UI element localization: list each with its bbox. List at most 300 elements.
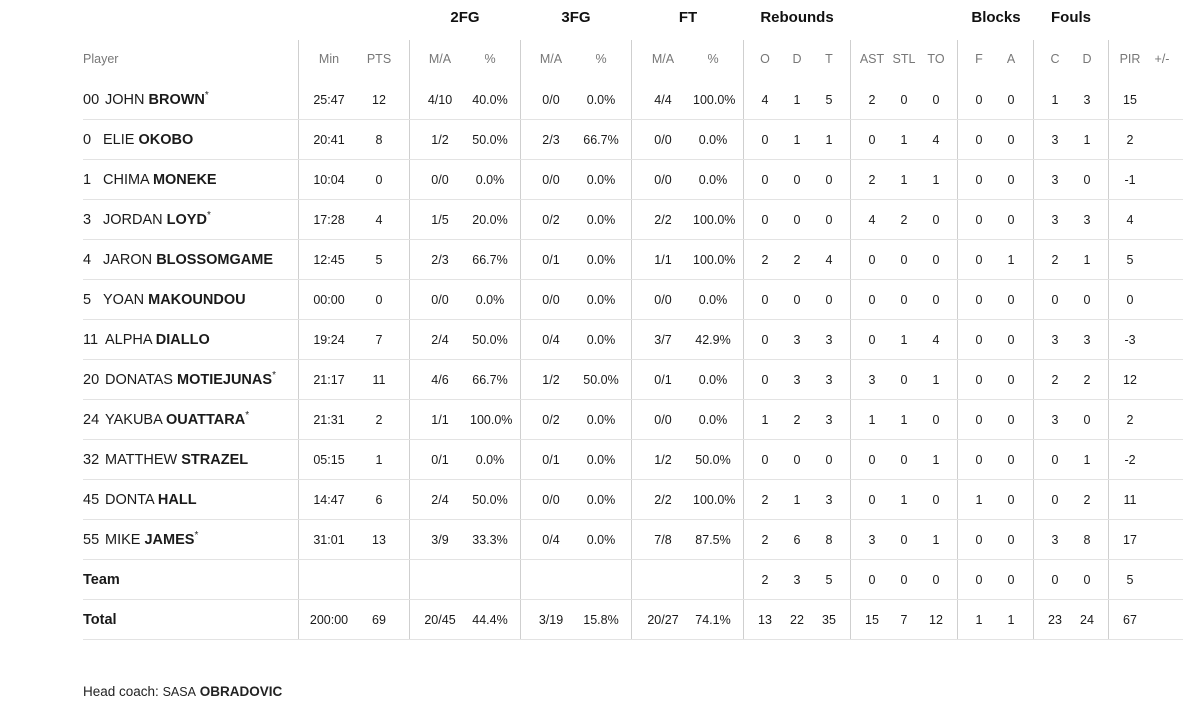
col-header-pts: PTS [366,52,392,66]
cell-plus-minus [1142,160,1182,200]
cell-pir: 4 [1126,213,1134,227]
cell-stl: 7 [900,613,908,627]
cell-pts: 2 [375,413,383,427]
cell-2fg-ma: 0/0 [431,293,449,307]
player-last-name: OKOBO [138,132,194,148]
column-header-row [83,40,1183,80]
cell-pts: 7 [375,333,383,347]
cell-3fg-ma: 0/1 [542,253,560,267]
cell-reb-t: 1 [825,133,833,147]
player-name[interactable] [83,400,249,440]
col-header-blk-f: F [975,52,983,66]
group-ft: FT [678,9,698,26]
cell-2fg-pct: 50.0% [472,133,508,147]
cell-pts: 11 [372,373,386,387]
player-last-name: DIALLO [155,332,210,348]
cell-blk-a: 0 [1007,413,1015,427]
cell-blk-f: 0 [975,213,983,227]
cell-ast: 15 [865,613,879,627]
cell-3fg-pct: 0.0% [586,533,616,547]
cell-blk-a: 0 [1007,373,1015,387]
cell-ft-ma: 4/4 [654,93,672,107]
cell-ft-pct: 0.0% [698,413,728,427]
group-2fg: 2FG [450,9,480,26]
cell-ft-pct: 0.0% [698,373,728,387]
cell-min: 17:28 [313,213,345,227]
cell-stl: 1 [900,133,908,147]
table-row[interactable] [83,200,1183,240]
cell-stl: 1 [900,493,908,507]
cell-pir: 11 [1123,493,1137,507]
cell-ft-ma: 1/2 [654,453,672,467]
cell-2fg-ma [420,560,460,600]
cell-ft-pct: 50.0% [695,453,731,467]
player-number: 45 [83,492,100,508]
player-number: 0 [83,132,92,148]
cell-reb-o: 2 [761,253,769,267]
col-header-reb-t: T [825,52,833,66]
cell-foul-c: 23 [1048,613,1062,627]
cell-reb-t: 8 [825,533,833,547]
cell-2fg-pct: 40.0% [472,93,508,107]
cell-ft-pct: 42.9% [695,333,731,347]
col-header-min: Min [318,52,340,66]
cell-2fg-pct: 33.3% [472,533,508,547]
cell-ft-ma: 2/2 [654,213,672,227]
table-row[interactable] [83,360,1183,400]
cell-stl: 0 [900,573,908,587]
cell-stl: 0 [900,253,908,267]
cell-3fg-ma: 0/0 [542,493,560,507]
cell-foul-d: 1 [1083,133,1091,147]
cell-blk-f: 0 [975,413,983,427]
player-name[interactable] [83,120,193,160]
cell-reb-o: 2 [761,533,769,547]
cell-reb-d: 0 [793,293,801,307]
cell-ast: 0 [868,253,876,267]
cell-2fg-ma: 2/4 [431,333,449,347]
cell-2fg-ma: 1/2 [431,133,449,147]
cell-3fg-ma: 0/4 [542,333,560,347]
cell-2fg-pct: 100.0% [470,413,513,427]
player-first-name: JOHN [105,92,145,108]
total-row [83,600,1183,640]
cell-plus-minus [1142,560,1182,600]
cell-to: 4 [932,333,940,347]
cell-plus-minus [1142,120,1182,160]
cell-reb-d: 0 [793,213,801,227]
player-number: 55 [83,532,100,548]
cell-ft-ma: 20/27 [647,613,679,627]
player-name[interactable] [83,320,210,360]
cell-pts: 5 [375,253,383,267]
cell-plus-minus [1142,280,1182,320]
player-name[interactable] [83,440,248,480]
cell-reb-o: 2 [761,493,769,507]
cell-foul-d: 8 [1083,533,1091,547]
cell-reb-t: 0 [825,213,833,227]
cell-2fg-ma: 0/0 [431,173,449,187]
cell-3fg-pct: 0.0% [586,493,616,507]
cell-3fg-ma: 0/2 [542,213,560,227]
cell-reb-d: 3 [793,573,801,587]
cell-min: 14:47 [313,493,345,507]
cell-ft-ma: 0/0 [654,293,672,307]
cell-min: 00:00 [313,293,345,307]
cell-reb-d: 3 [793,333,801,347]
cell-to: 0 [932,413,940,427]
group-blocks: Blocks [971,9,1021,26]
cell-3fg-ma: 0/0 [542,293,560,307]
player-number: 32 [83,452,100,468]
cell-reb-t: 3 [825,413,833,427]
cell-pts: 8 [375,133,383,147]
cell-pts: 6 [375,493,383,507]
player-first-name: DONTA [105,492,154,508]
cell-foul-c: 3 [1051,333,1059,347]
table-row[interactable] [83,440,1183,480]
cell-foul-d: 1 [1083,453,1091,467]
cell-min: 25:47 [313,93,345,107]
player-last-name: HALL [157,492,197,508]
cell-ft-pct: 100.0% [693,213,736,227]
cell-min: 10:04 [313,173,345,187]
cell-reb-o: 0 [761,333,769,347]
cell-3fg-ma: 2/3 [542,133,560,147]
cell-2fg-ma: 1/1 [431,413,449,427]
cell-2fg-ma: 0/1 [431,453,449,467]
starter-marker: * [194,530,199,542]
cell-foul-c: 0 [1051,453,1059,467]
col-header-foul-c: C [1050,52,1060,66]
cell-ft-pct: 100.0% [693,93,736,107]
cell-ast: 0 [868,573,876,587]
cell-3fg-pct: 50.0% [583,373,619,387]
table-row[interactable] [83,520,1183,560]
cell-blk-a: 0 [1007,293,1015,307]
cell-2fg-pct: 50.0% [472,493,508,507]
starter-marker: * [204,90,209,102]
player-first-name: JARON [103,252,153,268]
player-last-name: STRAZEL [181,452,249,468]
cell-reb-o: 0 [761,213,769,227]
cell-stl: 1 [900,333,908,347]
cell-pir: 5 [1126,253,1134,267]
cell-2fg-ma: 4/6 [431,373,449,387]
cell-blk-f: 1 [975,613,983,627]
cell-blk-f: 0 [975,133,983,147]
cell-pts: 69 [372,613,386,627]
player-name[interactable] [83,160,217,200]
cell-blk-a: 0 [1007,493,1015,507]
cell-blk-a: 0 [1007,453,1015,467]
total-label: Total [83,612,117,628]
cell-ft-pct: 87.5% [695,533,731,547]
cell-ast: 3 [868,533,876,547]
cell-ft-pct: 74.1% [695,613,731,627]
cell-3fg-ma: 0/0 [542,173,560,187]
cell-ast: 3 [868,373,876,387]
group-fouls: Fouls [1051,9,1091,26]
player-name[interactable] [83,240,273,280]
cell-to: 0 [932,293,940,307]
cell-foul-d: 0 [1083,413,1091,427]
col-header-ast: AST [859,52,885,66]
cell-blk-f: 0 [975,453,983,467]
cell-foul-d: 2 [1083,373,1091,387]
cell-blk-a: 1 [1007,253,1015,267]
cell-to: 1 [932,453,940,467]
cell-ast: 0 [868,293,876,307]
cell-ft-pct: 0.0% [698,133,728,147]
cell-foul-d: 24 [1080,613,1094,627]
cell-min: 200:00 [309,613,349,627]
cell-ast: 0 [868,333,876,347]
cell-min: 19:24 [313,333,345,347]
table-row[interactable] [83,480,1183,520]
head-coach-first-name: SASA [162,685,196,699]
player-name[interactable] [83,360,276,400]
cell-blk-f: 0 [975,173,983,187]
cell-3fg-pct [581,560,621,600]
table-row[interactable] [83,320,1183,360]
cell-plus-minus [1142,200,1182,240]
cell-min: 05:15 [313,453,345,467]
cell-2fg-ma: 2/3 [431,253,449,267]
table-row[interactable] [83,400,1183,440]
cell-pts: 0 [375,173,383,187]
cell-reb-o: 0 [761,373,769,387]
cell-stl: 0 [900,293,908,307]
col-header-ft-pct: % [707,52,719,66]
cell-foul-d: 0 [1083,293,1091,307]
col-header-foul-d: D [1082,52,1092,66]
cell-reb-t: 0 [825,453,833,467]
cell-3fg-pct: 0.0% [586,253,616,267]
cell-pts: 13 [372,533,386,547]
cell-reb-d: 22 [790,613,804,627]
cell-blk-a: 0 [1007,573,1015,587]
head-coach-last-name: OBRADOVIC [199,684,283,699]
cell-pir: -2 [1124,453,1136,467]
cell-foul-d: 3 [1083,213,1091,227]
player-last-name: MAKOUNDOU [148,292,246,308]
cell-2fg-ma: 4/10 [427,93,453,107]
cell-foul-c: 0 [1051,573,1059,587]
cell-blk-a: 0 [1007,93,1015,107]
player-first-name: JORDAN [103,212,163,228]
cell-2fg-pct: 66.7% [472,253,508,267]
cell-ft-ma: 0/0 [654,413,672,427]
col-header-plus-minus: +/- [1154,52,1170,66]
cell-reb-t: 0 [825,293,833,307]
cell-reb-o: 0 [761,133,769,147]
cell-blk-a: 0 [1007,133,1015,147]
cell-2fg-ma: 20/45 [424,613,456,627]
cell-reb-d: 2 [793,253,801,267]
cell-blk-f: 0 [975,333,983,347]
cell-pir: 15 [1123,93,1137,107]
cell-2fg-pct: 0.0% [475,453,505,467]
cell-blk-a: 0 [1007,173,1015,187]
team-label: Team [83,572,120,588]
cell-reb-t: 0 [825,173,833,187]
cell-2fg-pct: 44.4% [472,613,508,627]
player-first-name: MATTHEW [105,452,178,468]
cell-to: 0 [932,493,940,507]
cell-to: 12 [929,613,943,627]
table-row[interactable] [83,80,1183,120]
player-last-name: LOYD [166,212,207,228]
cell-min: 31:01 [313,533,345,547]
cell-3fg-ma: 0/4 [542,533,560,547]
cell-3fg-pct: 0.0% [586,413,616,427]
player-last-name: BROWN [148,92,205,108]
player-first-name: YAKUBA [105,412,162,428]
cell-ft-ma [643,560,683,600]
cell-blk-f: 1 [975,493,983,507]
group-3fg: 3FG [561,9,591,26]
col-header-reb-o: O [760,52,770,66]
starter-marker: * [245,410,250,422]
cell-to: 4 [932,133,940,147]
cell-ft-ma: 0/1 [654,373,672,387]
table-row[interactable] [83,120,1183,160]
cell-reb-d: 0 [793,453,801,467]
player-first-name: ELIE [103,132,135,148]
cell-reb-o: 1 [761,413,769,427]
group-rebounds: Rebounds [760,9,834,26]
player-number: 11 [83,332,99,348]
player-name[interactable] [83,480,197,520]
player-number: 3 [83,212,92,228]
player-first-name: DONATAS [105,372,173,388]
table-row[interactable] [83,280,1183,320]
cell-stl: 0 [900,93,908,107]
col-header-2fg-ma: M/A [428,52,452,66]
player-number: 00 [83,92,100,108]
cell-blk-a: 0 [1007,533,1015,547]
cell-3fg-ma: 0/0 [542,93,560,107]
cell-3fg-pct: 0.0% [586,213,616,227]
cell-3fg-ma: 0/1 [542,453,560,467]
cell-foul-c: 0 [1051,493,1059,507]
player-name[interactable] [83,80,209,120]
cell-pts: 4 [375,213,383,227]
cell-reb-d: 1 [793,493,801,507]
player-number: 20 [83,372,100,388]
cell-plus-minus [1142,600,1182,640]
cell-reb-d: 0 [793,173,801,187]
cell-2fg-pct: 0.0% [475,293,505,307]
cell-reb-o: 4 [761,93,769,107]
cell-foul-c: 3 [1051,213,1059,227]
player-name[interactable] [83,200,211,240]
cell-2fg-pct: 66.7% [472,373,508,387]
cell-reb-o: 13 [758,613,772,627]
player-number: 4 [83,252,92,268]
table-row[interactable] [83,160,1183,200]
cell-plus-minus [1142,360,1182,400]
cell-to: 0 [932,213,940,227]
player-first-name: MIKE [105,532,141,548]
player-name[interactable] [83,520,198,560]
cell-reb-d: 1 [793,93,801,107]
cell-2fg-ma: 1/5 [431,213,449,227]
player-number: 1 [83,172,92,188]
cell-blk-f: 0 [975,93,983,107]
cell-pir: 12 [1123,373,1137,387]
cell-to: 0 [932,253,940,267]
cell-reb-t: 3 [825,493,833,507]
cell-pts: 0 [375,293,383,307]
col-header-stl: STL [892,52,916,66]
cell-blk-a: 1 [1007,613,1015,627]
table-row[interactable] [83,240,1183,280]
col-header-3fg-ma: M/A [539,52,563,66]
cell-foul-d: 1 [1083,253,1091,267]
cell-blk-f: 0 [975,533,983,547]
cell-plus-minus [1142,400,1182,440]
cell-2fg-ma: 3/9 [431,533,449,547]
cell-reb-o: 0 [761,293,769,307]
cell-2fg-ma: 2/4 [431,493,449,507]
cell-3fg-pct: 66.7% [583,133,619,147]
cell-ft-pct: 0.0% [698,293,728,307]
cell-3fg-pct: 0.0% [586,333,616,347]
cell-foul-c: 3 [1051,413,1059,427]
player-last-name: MONEKE [152,172,217,188]
cell-blk-f: 0 [975,573,983,587]
cell-reb-o: 2 [761,573,769,587]
cell-to: 1 [932,173,940,187]
cell-ft-ma: 7/8 [654,533,672,547]
cell-ft-pct: 100.0% [693,253,736,267]
cell-reb-o: 0 [761,453,769,467]
cell-plus-minus [1142,240,1182,280]
cell-pir: 2 [1126,413,1134,427]
cell-2fg-pct [470,560,510,600]
cell-ft-pct [693,560,733,600]
cell-min: 20:41 [313,133,345,147]
cell-min: 12:45 [313,253,345,267]
cell-pir: 0 [1126,293,1134,307]
cell-reb-t: 3 [825,373,833,387]
player-name[interactable] [83,280,246,320]
cell-plus-minus [1142,520,1182,560]
cell-foul-c: 2 [1051,373,1059,387]
cell-stl: 2 [900,213,908,227]
cell-reb-t: 3 [825,333,833,347]
cell-pts: 12 [372,93,386,107]
cell-3fg-pct: 0.0% [586,453,616,467]
cell-reb-t: 5 [825,573,833,587]
cell-reb-t: 5 [825,93,833,107]
cell-stl: 1 [900,173,908,187]
head-coach-label: Head coach: [83,684,159,699]
cell-foul-c: 3 [1051,133,1059,147]
col-header-reb-d: D [792,52,802,66]
cell-plus-minus [1142,440,1182,480]
cell-pir: 2 [1126,133,1134,147]
cell-pts [359,560,399,600]
cell-foul-c: 0 [1051,293,1059,307]
cell-to: 1 [932,373,940,387]
cell-reb-o: 0 [761,173,769,187]
cell-foul-c: 2 [1051,253,1059,267]
col-header-2fg-pct: % [484,52,496,66]
cell-to: 1 [932,533,940,547]
